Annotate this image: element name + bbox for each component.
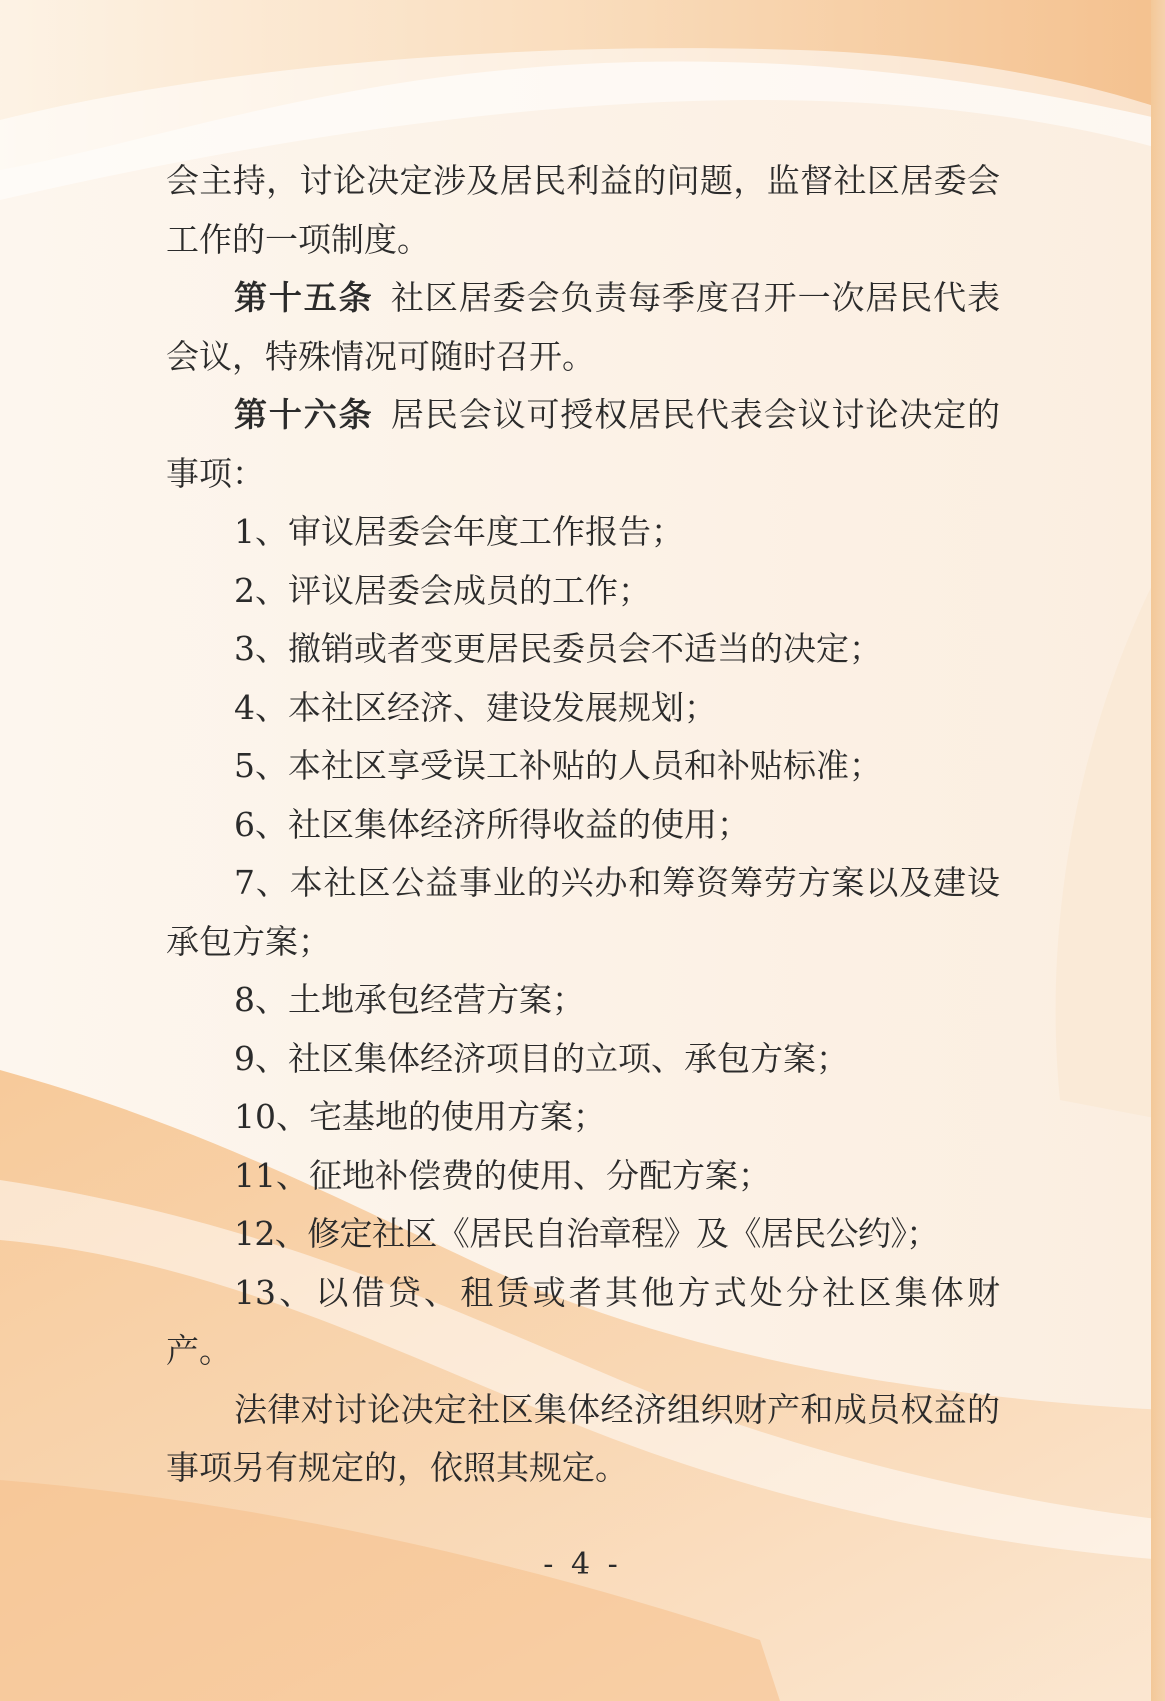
list-item: 13、以借贷、租赁或者其他方式处分社区集体财产。: [166, 1272, 1000, 1370]
closing-paragraph: 法律对讨论决定社区集体经济组织财产和成员权益的事项另有规定的，依照其规定。: [166, 1389, 1000, 1487]
page-edge-strip: [1151, 0, 1165, 1701]
article-heading: 第十六条: [234, 395, 374, 434]
paragraph-continuation: [166, 152, 1000, 269]
document-body: [166, 152, 1000, 1498]
article-text: 社区居委会负责每季度召开一次居民代表会议，特殊情况可随时召开。: [166, 278, 1001, 376]
list-item: 3、撤销或者变更居民委员会不适当的决定；: [234, 629, 882, 668]
list-item: 2、评议居委会成员的工作；: [234, 570, 651, 610]
list-item: 11、征地补偿费的使用、分配方案；: [234, 1155, 771, 1195]
article-heading: 第十五条: [234, 278, 374, 317]
article-text: 居民会议可授权居民代表会议讨论决定的事项：: [166, 395, 1001, 493]
article-16: [166, 386, 1000, 503]
list-item: 7、本社区公益事业的兴办和筹资筹劳方案以及建设承包方案；: [166, 863, 1000, 961]
list-item: 8、土地承包经营方案；: [234, 980, 585, 1019]
list-item: 12、修定社区《居民自治章程》及《居民公约》；: [234, 1214, 939, 1253]
list-item: 1、审议居委会年度工作报告；: [234, 512, 684, 551]
list-item: 4、本社区经济、建设发展规划；: [234, 687, 717, 727]
list-item: 10、宅基地的使用方案；: [234, 1097, 606, 1136]
paragraph-text: 会主持，讨论决定涉及居民利益的问题，监督社区居委会工作的一项制度。: [166, 161, 1000, 259]
list-item: 9、社区集体经济项目的立项、承包方案；: [234, 1038, 849, 1078]
page-number: - 4 -: [543, 1547, 622, 1582]
list-item: 6、社区集体经济所得收益的使用；: [234, 804, 750, 844]
article-15: [166, 269, 1000, 386]
list-item: 5、本社区享受误工补贴的人员和补贴标准；: [234, 746, 882, 785]
